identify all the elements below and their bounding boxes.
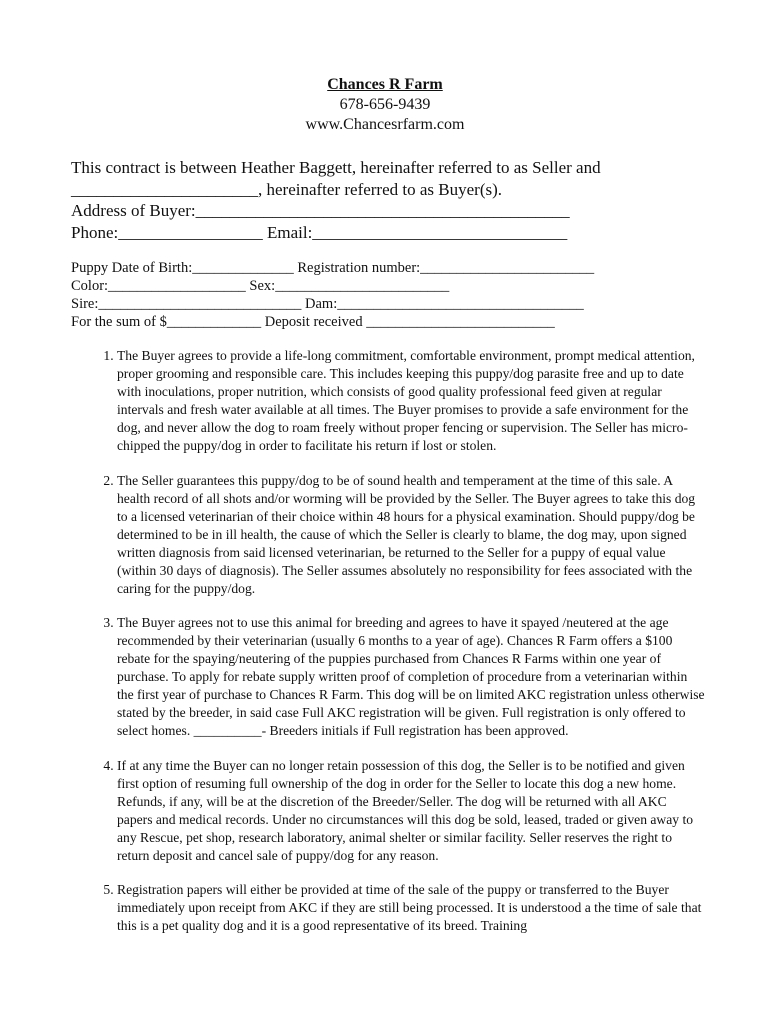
sale-sum-deposit-field: For the sum of $_____________ Deposit received __________________________ <box>71 314 555 330</box>
farm-name: Chances R Farm <box>327 76 443 93</box>
term-item: 3. The Buyer agrees not to use this animal for breeding and agrees to have it spayed /neutered at the age recommended by their veterinarian (usually 6 months to a year of age). Chances R Farm offers a $100 rebate for the spaying/neutering of the puppies purchased from Chances R Farms within one year of purchase. To apply for rebate supply written proof of completion of procedure from a veterinarian within the first year of purchase to Chances R Farm. This dog will be on limited AKC registration unless otherwise stated by the breeder, in said case Full AKC registration will be given. Full registration is only offered to select homes. __________- Breeders initials if Full registration has been approved. <box>117 614 705 740</box>
term-item: 5. Registration papers will either be provided at time of the sale of the puppy or transferred to the Buyer immediately upon receipt from AKC if they are still being processed. It is understood a the time of sale that this is a pet quality dog and it is a good representative of its breed. Training <box>117 881 705 935</box>
puppy-details <box>71 259 721 331</box>
term-item: 1. The Buyer agrees to provide a life-long commitment, comfortable environment, prompt medical attention, proper grooming and responsible care. This includes keeping this puppy/dog parasite free and up to date with inoculations, proper nutrition, which consists of good quality professional feed given at regular intervals and fresh water available at all times. The Buyer promises to provide a safe environment for the dog, and never allow the dog to roam freely without proper fencing or supervision. The Seller has micro-chipped the puppy/dog in order to facilitate his return if lost or stolen. <box>117 347 705 455</box>
puppy-dob-registration-field: Puppy Date of Birth:______________ Registration number:________________________ <box>71 260 595 276</box>
contract-line-buyer: ______________________, hereinafter referred to as Buyer(s). <box>71 179 503 199</box>
puppy-color-sex-field: Color:___________________ Sex:________________________ <box>71 278 450 294</box>
buyer-phone-email-field: Phone:_________________ Email:______________________________ <box>71 222 568 242</box>
puppy-sire-dam-field: Sire:____________________________ Dam:__________________________________ <box>71 296 584 312</box>
contract-parties <box>71 157 721 243</box>
term-item: 2. The Seller guarantees this puppy/dog to be of sound health and temperament at the time of this sale. A health record of all shots and/or worming will be provided by the Seller. The Buyer agrees to take this dog to a licensed veterinarian of their choice within 48 hours for a physical examination. Should puppy/dog be determined to be in ill health, the cause of which the Seller is clearly to blame, the dog may, upon signed written diagnosis from said licensed veterinarian, be returned to the Seller for a puppy of equal value (within 30 days of diagnosis). The Seller assumes absolutely no responsibility for fees associated with the caring for the puppy/dog. <box>117 472 705 598</box>
letterhead <box>0 75 770 135</box>
contract-line-seller: This contract is between Heather Baggett, hereinafter referred to as Seller and <box>71 158 601 177</box>
farm-website: www.Chancesrfarm.com <box>305 116 465 133</box>
farm-phone: 678-656-9439 <box>339 96 431 113</box>
contract-terms-list <box>71 347 705 952</box>
buyer-address-field: Address of Buyer:____________________________________________ <box>71 201 570 220</box>
term-item: 4. If at any time the Buyer can no longer retain possession of this dog, the Seller is to be notified and given first option of resuming full ownership of the dog in order for the Seller to locate this dog a new home. Refunds, if any, will be at the discretion of the Breeder/Seller. The dog will be returned with all AKC papers and medical records. Under no circumstances will this dog be sold, leased, traded or given away to any Rescue, pet shop, research laboratory, animal shelter or similar facility. Seller reserves the right to return deposit and cancel sale of puppy/dog for any reason. <box>117 757 705 865</box>
